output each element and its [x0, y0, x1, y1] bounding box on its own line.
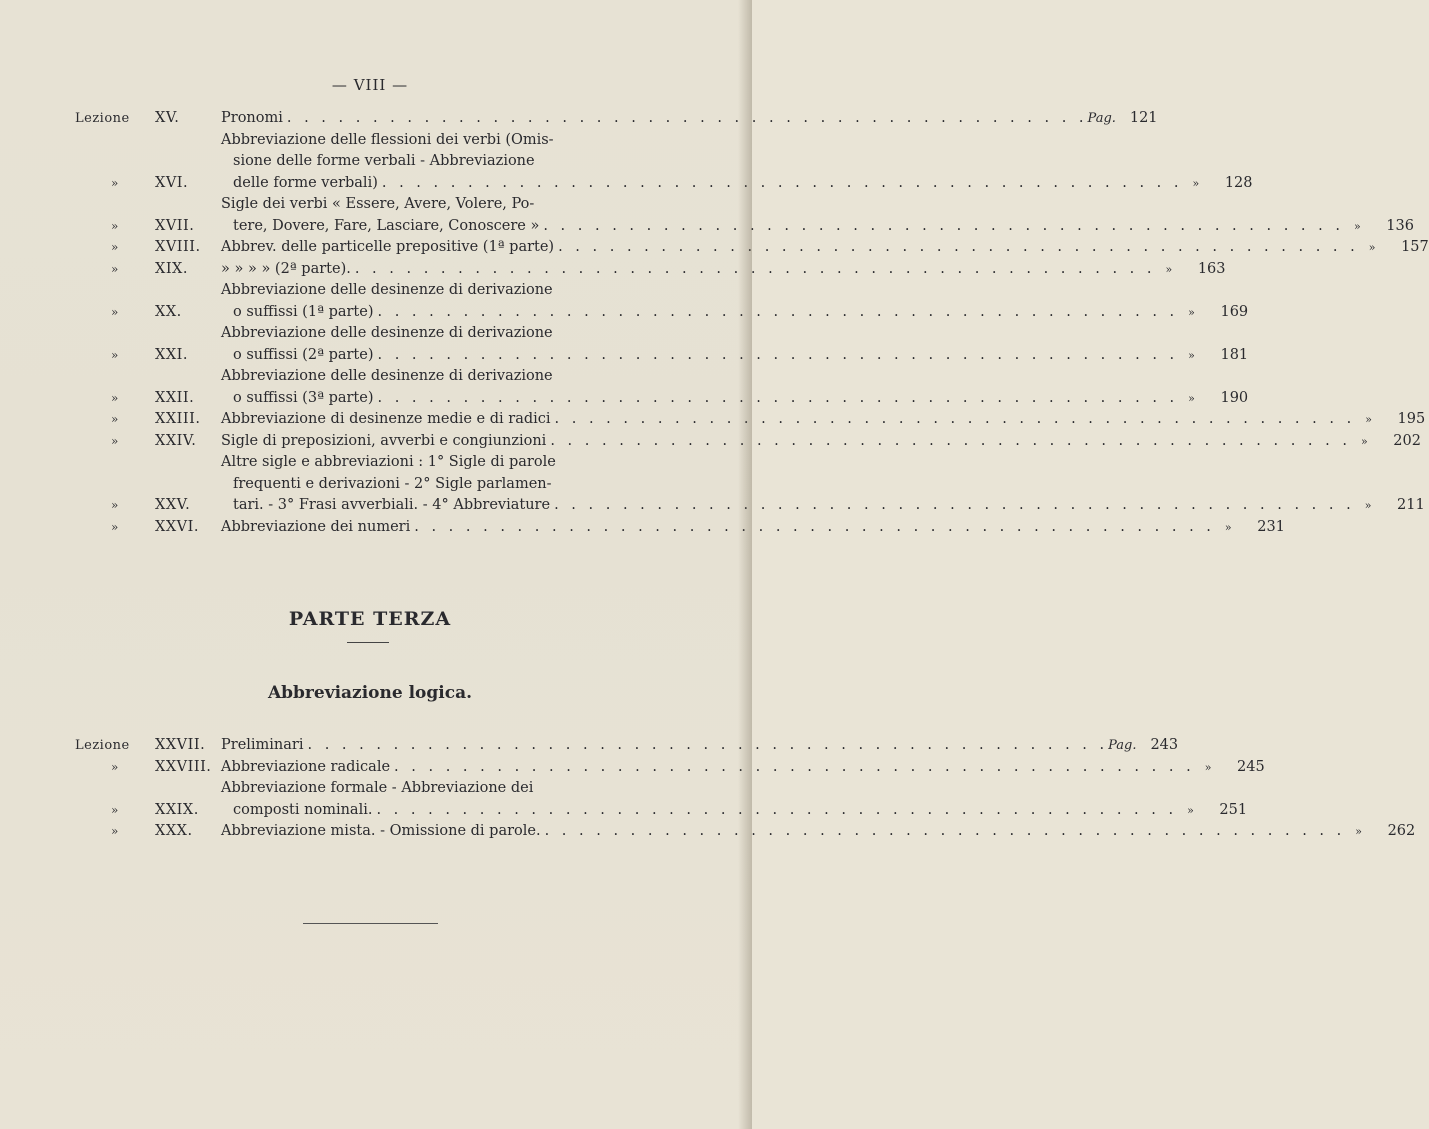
lesson-label: »	[111, 175, 119, 190]
leader-dots	[378, 345, 1179, 367]
lesson-label: »	[111, 261, 119, 276]
title-line: Abbreviazione delle desinenze di derivazione	[221, 325, 553, 341]
title-line: Abbreviazione formale - Abbreviazione dei	[221, 780, 534, 796]
page-prefix: »	[1204, 760, 1212, 774]
toc-entry	[75, 821, 1416, 843]
title-line: frequenti e derivazioni - 2° Sigle parlamen-	[233, 475, 552, 492]
page-prefix: »	[1360, 434, 1368, 448]
page-reference	[1156, 259, 1226, 281]
page-prefix: »	[1165, 262, 1173, 276]
page-reference	[1215, 517, 1285, 539]
page-reference	[1345, 821, 1415, 843]
title-line: Sigle dei verbi « Essere, Avere, Volere, Po-	[221, 196, 535, 212]
toc-entry	[75, 778, 1248, 821]
toc-entry	[75, 108, 1158, 130]
lesson-number: XXVI.	[155, 518, 199, 535]
leader-dots	[378, 302, 1179, 324]
page-prefix: »	[1188, 348, 1195, 362]
toc-entry	[75, 757, 1265, 779]
page-prefix: »	[1224, 520, 1232, 534]
toc-entry	[75, 409, 1426, 431]
title-line: o suffissi (1ª parte)	[233, 303, 374, 320]
toc-entry	[75, 280, 1249, 323]
lesson-title	[221, 259, 1156, 281]
leader-dots	[307, 735, 1108, 757]
leader-dots	[376, 800, 1177, 822]
toc-entry	[75, 194, 1414, 237]
page-prefix: »	[1192, 176, 1200, 190]
lesson-title	[221, 366, 1178, 409]
page-number: 136	[1386, 217, 1414, 234]
page-number: 245	[1237, 758, 1265, 775]
page-reference	[1178, 302, 1248, 324]
title-line: Abbrev. delle particelle prepositive (1ª parte)	[221, 239, 555, 255]
title-line: tere, Dovere, Fare, Lasciare, Conoscere »	[233, 217, 540, 234]
lesson-title	[221, 757, 1195, 779]
leader-dots	[287, 108, 1088, 130]
lesson-label: »	[111, 519, 119, 534]
page-number: 121	[1129, 110, 1158, 126]
page-prefix: »	[1355, 825, 1362, 838]
lesson-number: XVI.	[155, 174, 189, 191]
page-number: 251	[1219, 801, 1248, 818]
page-number: 157	[1401, 239, 1429, 255]
table-of-contents-part-two	[75, 108, 1429, 538]
page-reference	[1177, 800, 1247, 822]
toc-entry	[75, 517, 1285, 539]
leader-dots	[558, 237, 1359, 259]
toc-entry	[75, 237, 1429, 259]
page-number: 181	[1220, 346, 1249, 363]
toc-entry	[75, 735, 1179, 757]
toc-entry	[75, 431, 1421, 453]
part-title: PARTE TERZA	[288, 608, 452, 630]
title-line: o suffissi (3ª parte)	[233, 389, 374, 406]
title-line: Pronomi	[221, 110, 283, 126]
page-prefix: »	[1353, 219, 1361, 233]
lesson-label: »	[111, 347, 119, 362]
page-number: 262	[1387, 823, 1416, 839]
leader-dots	[555, 409, 1356, 431]
lesson-number: XXIV.	[155, 432, 197, 449]
page-prefix: »	[1188, 305, 1195, 319]
page-reference	[1178, 345, 1248, 367]
title-line: o suffissi (2ª parte)	[233, 346, 374, 363]
lesson-number: XXIX.	[155, 801, 199, 818]
page-number: 169	[1220, 303, 1249, 320]
lesson-number: XXI.	[155, 346, 188, 363]
lesson-label: »	[111, 759, 119, 774]
leader-dots	[355, 259, 1156, 281]
page-reference	[1351, 431, 1421, 453]
page-number: 202	[1393, 432, 1421, 449]
lesson-number: XXVIII.	[155, 758, 212, 775]
page-reference	[1195, 757, 1265, 779]
page-number: 163	[1197, 260, 1226, 277]
title-line: Sigle di preposizioni, avverbi e congiunzioni	[221, 432, 547, 449]
page-number: 195	[1397, 411, 1426, 427]
leader-dots	[382, 173, 1183, 195]
page-prefix: »	[1364, 499, 1372, 512]
page-prefix: Pag.	[1108, 738, 1137, 753]
page-reference	[1359, 237, 1429, 259]
toc-entry	[75, 323, 1249, 366]
lesson-number: XVIII.	[155, 239, 201, 255]
page-number: 231	[1257, 518, 1285, 535]
page-prefix: »	[1187, 803, 1194, 817]
page-number: 190	[1220, 389, 1249, 406]
page-reference	[1355, 495, 1425, 517]
lesson-title	[221, 517, 1215, 539]
lesson-label: Lezione	[75, 738, 130, 753]
lesson-label: »	[111, 824, 119, 838]
title-line: Abbreviazione delle desinenze di derivazione	[221, 368, 553, 384]
title-line: sione delle forme verbali - Abbreviazione	[233, 153, 535, 169]
toc-entry	[75, 366, 1249, 409]
page-prefix: »	[1188, 391, 1195, 405]
toc-entry	[75, 130, 1253, 195]
lesson-title	[221, 409, 1355, 431]
lesson-title	[221, 431, 1351, 453]
lesson-title	[221, 280, 1178, 323]
title-line: » » » » (2ª parte).	[221, 260, 351, 277]
title-line: Abbreviazione mista. - Omissione di parole.	[221, 823, 541, 839]
title-rule	[347, 642, 389, 643]
title-line: Abbreviazione dei numeri	[221, 518, 411, 535]
page-reference	[1108, 735, 1178, 757]
title-line: Abbreviazione delle desinenze di derivazione	[221, 282, 553, 298]
lesson-label: Lezione	[75, 111, 130, 126]
page-number: 211	[1397, 497, 1425, 513]
leader-dots	[545, 821, 1346, 843]
lesson-number: XXIII.	[155, 411, 201, 427]
leader-dots	[378, 388, 1179, 410]
title-line: delle forme verbali)	[233, 174, 378, 191]
page-folio: — VIII —	[331, 76, 409, 94]
title-line: Abbreviazione radicale	[221, 758, 391, 775]
page-prefix: »	[1368, 241, 1376, 254]
toc-entry	[75, 259, 1226, 281]
lesson-number: XVII.	[155, 217, 195, 234]
page-reference	[1178, 388, 1248, 410]
lesson-label: »	[111, 433, 119, 448]
lesson-title	[221, 778, 1177, 821]
leader-dots	[550, 431, 1351, 453]
part-subtitle: Abbreviazione logica.	[267, 683, 473, 703]
lesson-title	[221, 108, 1088, 130]
lesson-number: XX.	[155, 303, 182, 320]
title-line: Abbreviazione di desinenze medie e di radici	[221, 411, 551, 427]
lesson-title	[221, 130, 1183, 195]
lesson-label: »	[111, 498, 119, 512]
table-of-contents-part-three	[75, 735, 1416, 843]
lesson-title	[221, 194, 1344, 237]
title-line: Preliminari	[221, 737, 304, 753]
lesson-title	[221, 452, 1355, 517]
title-line: Altre sigle e abbreviazioni : 1° Sigle di parole	[221, 454, 556, 470]
lesson-title	[221, 821, 1345, 843]
title-line: Abbreviazione delle flessioni dei verbi (Omis-	[221, 131, 554, 148]
lesson-number: XXII.	[155, 389, 195, 406]
page-reference	[1088, 108, 1158, 130]
lesson-number: XV.	[155, 110, 180, 126]
toc-entry	[75, 452, 1425, 517]
lesson-number: XXVII.	[155, 737, 206, 753]
closing-rule	[303, 923, 438, 924]
page-reference	[1355, 409, 1425, 431]
lesson-number: XXX.	[155, 823, 193, 839]
title-line: tari. - 3° Frasi avverbiali. - 4° Abbreviature	[233, 497, 551, 513]
page-reference	[1344, 216, 1414, 238]
page-number: 243	[1150, 737, 1179, 753]
page-number: 128	[1224, 174, 1253, 191]
leader-dots	[394, 757, 1195, 779]
lesson-label: »	[111, 412, 119, 426]
page-reference	[1183, 173, 1253, 195]
lesson-number: XIX.	[155, 260, 188, 277]
lesson-label: »	[111, 218, 119, 233]
leader-dots	[414, 517, 1215, 539]
lesson-label: »	[111, 390, 119, 405]
lesson-title	[221, 735, 1108, 757]
lesson-title	[221, 323, 1178, 366]
page-prefix: »	[1365, 413, 1372, 426]
lesson-title	[221, 237, 1359, 259]
page-prefix: Pag.	[1087, 111, 1116, 126]
lesson-label: »	[111, 304, 119, 319]
leader-dots	[543, 216, 1344, 238]
title-line: composti nominali.	[233, 801, 373, 818]
lesson-number: XXV.	[155, 497, 191, 513]
lesson-label: »	[111, 802, 119, 817]
lesson-label: »	[111, 240, 119, 254]
leader-dots	[554, 495, 1355, 517]
